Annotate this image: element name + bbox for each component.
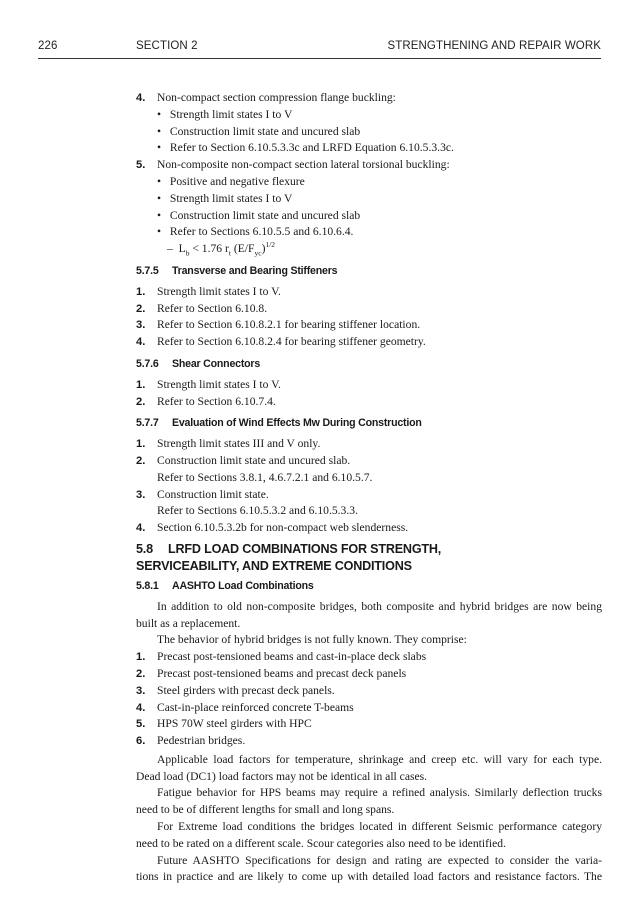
list-item: 1. Strength limit states I to V. — [136, 377, 281, 391]
list-item: 4. Section 6.10.5.3.2b for non-compact web slenderness. — [136, 521, 409, 535]
paragraph-line: Dead load (DC1) load factors may not be identical in all cases. — [136, 769, 428, 783]
list-item: 2. Precast post-tensioned beams and precast deck panels — [136, 666, 407, 680]
paragraph-line: built as a replacement. — [136, 616, 241, 630]
bullet-item: • Refer to Section 6.10.5.3.3c and LRFD Equation 6.10.5.3.3c. — [157, 141, 454, 155]
list-item: 6. Pedestrian bridges. — [136, 734, 246, 748]
subsection-heading: 5.8.1 AASHTO Load Combinations — [136, 579, 314, 592]
list-item: 3. Construction limit state. — [136, 487, 269, 501]
list-item: 4. Refer to Section 6.10.8.2.4 for bearing stiffener geometry. — [136, 335, 426, 349]
list-item-continuation: Refer to Sections 3.8.1, 4.6.7.2.1 and 6.10.5.7. — [157, 470, 373, 484]
list-item: 2. Construction limit state and uncured slab. — [136, 453, 351, 467]
bullet-item: • Strength limit states I to V — [157, 107, 293, 121]
paragraph-line: need to be of different lengths for small and long spans. — [136, 803, 395, 817]
list-item: 3. Refer to Section 6.10.8.2.1 for bearing stiffener location. — [136, 318, 421, 332]
list-item: 1. Precast post-tensioned beams and cast-in-place deck slabs — [136, 650, 427, 664]
list-item: 1. Strength limit states III and V only. — [136, 437, 321, 451]
header-title: STRENGTHENING AND REPAIR WORK — [387, 40, 601, 52]
bullet-item: • Construction limit state and uncured slab — [157, 208, 361, 222]
page-number: 226 — [38, 40, 58, 52]
header-divider — [38, 58, 601, 59]
running-header — [38, 40, 601, 56]
list-item: 5. HPS 70W steel girders with HPC — [136, 717, 312, 731]
formula-line: – $L_b < 1.76$ $r_t$ $(E/F_{yc})^{1/2}$ — [167, 240, 276, 258]
bullet-item: • Construction limit state and uncured slab — [157, 124, 361, 138]
list-item: 1. Strength limit states I to V. — [136, 284, 281, 298]
page-body — [136, 90, 602, 886]
paragraph-line: Fatigue behavior for HPS beams may require a refined analysis. Similarly deflection trucks — [157, 786, 602, 800]
list-item: 3. Steel girders with precast deck panels. — [136, 683, 335, 697]
subsection-heading: 5.7.6 Shear Connectors — [136, 357, 261, 370]
paragraph-line: In addition to old non-composite bridges, both composite and hybrid bridges are now being — [157, 599, 602, 613]
list-item: 4. Cast-in-place reinforced concrete T-beams — [136, 700, 354, 714]
paragraph-line: Applicable load factors for temperature, shrinkage and creep etc. will vary for each type. — [157, 752, 602, 766]
paragraph-line: For Extreme load conditions the bridges located in different Seismic performance category — [157, 820, 602, 834]
list-item: 2. Refer to Section 6.10.8. — [136, 301, 268, 315]
bullet-item: • Strength limit states I to V — [157, 191, 293, 205]
subsection-heading: 5.7.5 Transverse and Bearing Stiffeners — [136, 264, 338, 277]
bullet-item: • Refer to Sections 6.10.5.5 and 6.10.6.4. — [157, 225, 354, 239]
list-item-continuation: Refer to Sections 6.10.5.3.2 and 6.10.5.3.3. — [157, 504, 358, 518]
subsection-heading: 5.7.7 Evaluation of Wind Effects Mw During Construction — [136, 417, 422, 430]
paragraph: The behavior of hybrid bridges is not fully known. They comprise: — [157, 633, 467, 647]
paragraph-line: tions in practice and are likely to come up with detailed load factors and resistance factors. The — [136, 870, 602, 884]
list-item: 2. Refer to Section 6.10.7.4. — [136, 394, 276, 408]
paragraph-line: need to be rated on a different scale. Scour categories also need to be identified. — [136, 836, 506, 850]
paragraph-line: Future AASHTO Specifications for design and rating are expected to consider the varia- — [157, 853, 602, 867]
header-section: SECTION 2 — [136, 40, 198, 52]
section-heading: 5.8 LRFD LOAD COMBINATIONS FOR STRENGTH, SERVICEABILITY, AND EXTREME CONDITIONS — [136, 541, 442, 573]
bullet-item: • Positive and negative flexure — [157, 174, 305, 188]
list-item: 5. Non-composite non-compact section lateral torsional buckling: — [136, 158, 450, 172]
list-item: 4. Non-compact section compression flange buckling: — [136, 91, 396, 104]
